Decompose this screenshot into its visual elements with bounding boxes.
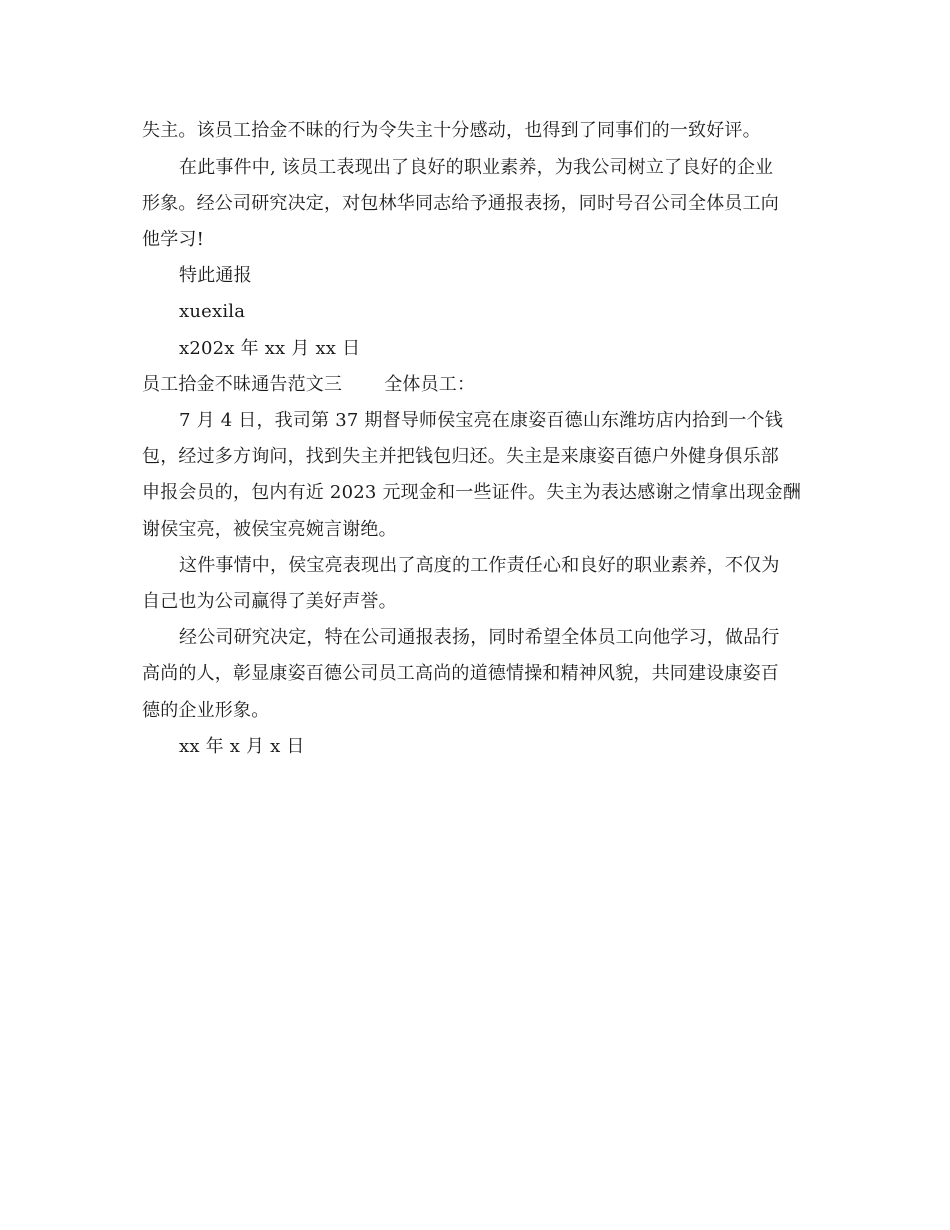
body-line: 失主。该员工拾金不昧的行为令失主十分感动，也得到了同事们的一致好评。	[142, 120, 761, 141]
body-line: 谢侯宝亮，被侯宝亮婉言谢绝。	[142, 519, 397, 540]
date-line: xx 年 x 月 x 日	[179, 736, 305, 757]
body-line: 7 月 4 日，我司第 37 期督导师侯宝亮在康姿百德山东潍坊店内拾到一个钱	[179, 410, 784, 431]
section-heading-row	[142, 374, 475, 396]
section-title: 员工拾金不昧通告范文三	[142, 374, 343, 395]
body-line: 经公司研究决定，特在公司通报表扬，同时希望全体员工向他学习，做品行	[179, 627, 780, 648]
body-line: 这件事情中，侯宝亮表现出了高度的工作责任心和良好的职业素养，不仅为	[179, 555, 780, 576]
salutation: 全体员工：	[384, 374, 476, 395]
body-line: 形象。经公司研究决定，对包林华同志给予通报表扬，同时号召公司全体员工向	[142, 193, 779, 214]
body-line: 申报会员的，包内有近 2023 元现金和一些证件。失主为表达感谢之情拿出现金酬	[142, 482, 802, 503]
body-line: 自己也为公司赢得了美好声誉。	[142, 591, 397, 612]
date-line: x202x 年 xx 月 xx 日	[179, 338, 361, 359]
body-line: 他学习!	[142, 229, 205, 250]
body-line: 包，经过多方询问，找到失主并把钱包归还。失主是来康姿百德户外健身俱乐部	[142, 446, 779, 467]
closing-line: 特此通报	[179, 265, 252, 286]
body-line: 在此事件中, 该员工表现出了良好的职业素养，为我公司树立了良好的企业	[179, 157, 774, 178]
body-line: 高尚的人，彰显康姿百德公司员工高尚的道德情操和精神风貌，共同建设康姿百	[142, 663, 779, 684]
body-line: 德的企业形象。	[142, 700, 270, 721]
signature: xuexila	[179, 301, 246, 322]
